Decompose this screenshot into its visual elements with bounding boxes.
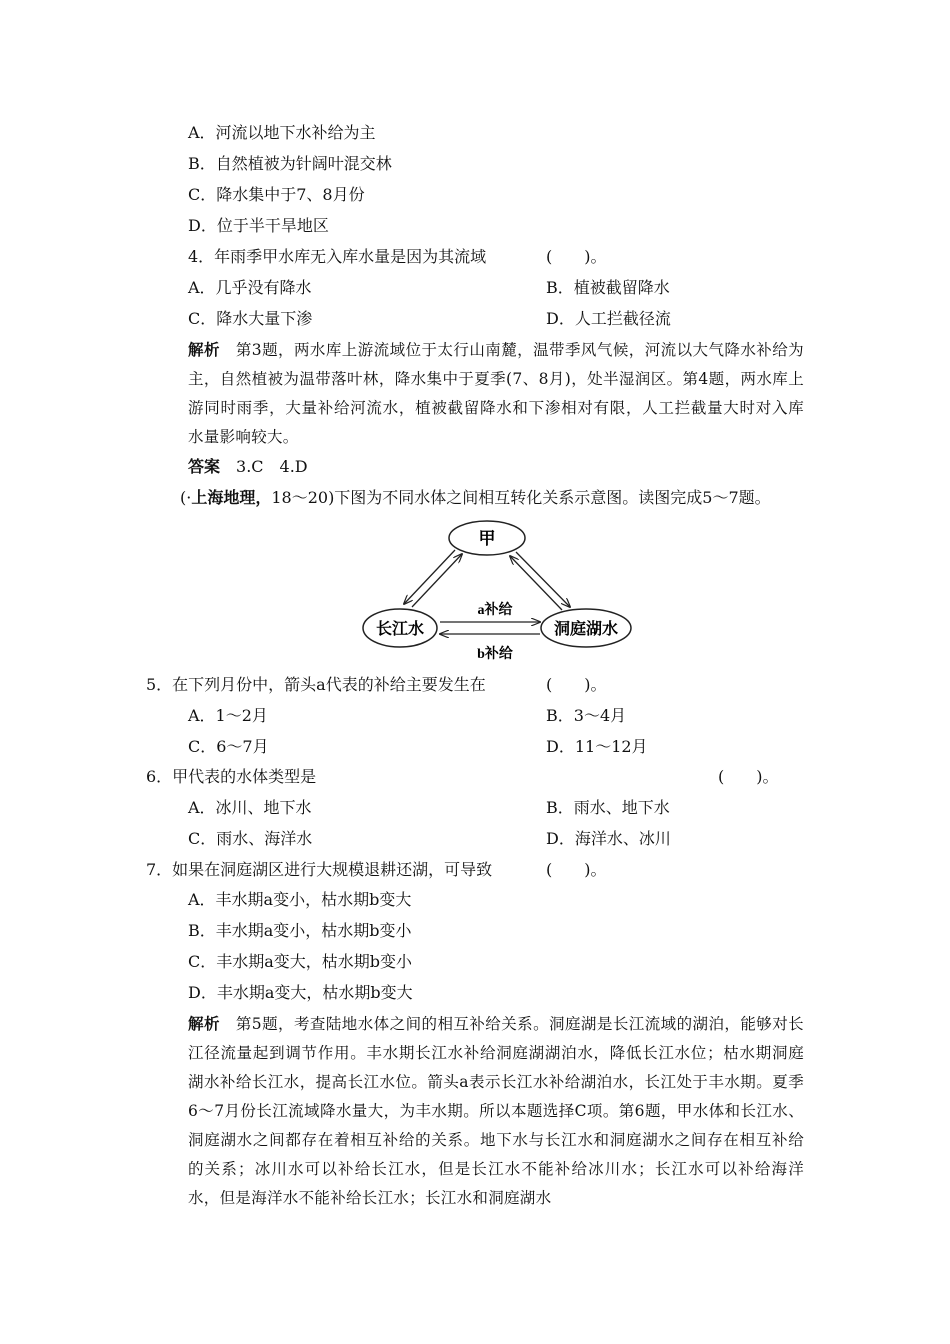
analysis-3-4 (188, 336, 804, 452)
q4-option-d: D．人工拦截径流 (546, 309, 671, 328)
node-changjiang-label: 长江水 (375, 621, 425, 638)
q3-option-a: A．河流以地下水补给为主 (188, 123, 376, 142)
answer-label: 答案 (188, 459, 221, 476)
arrow-dongting-to-jia (510, 556, 562, 610)
analysis-text: 第3题，两水库上游流域位于太行山南麓，温带季风气候，河流以大气降水补给为主，自然植被为温带落叶林，降水集中于夏季(7、8月)，处半湿润区。第4题，两水库上游同时雨季，大量补给河流水，植被截留降水和下渗相对有限，人工拦截量大时对入库水量影响较大。 (188, 341, 804, 446)
q7-option-c: C．丰水期a变大，枯水期b变小 (188, 952, 413, 971)
q6-option-c: C．雨水、海洋水 (188, 829, 313, 848)
q5-option-c: C．6～7月 (188, 737, 269, 756)
q7-stem: 7．如果在洞庭湖区进行大规模退耕还湖，可导致 (146, 860, 493, 879)
q7-option-b: B．丰水期a变小，枯水期b变小 (188, 921, 412, 940)
q7-option-a: A．丰水期a变小，枯水期b变大 (188, 890, 412, 909)
source-line (180, 488, 771, 509)
q6-answer-paren: ( )。 (718, 767, 779, 786)
node-jia-label: 甲 (478, 529, 496, 548)
q5-answer-paren: ( )。 (546, 675, 607, 694)
q6-option-b: B．雨水、地下水 (546, 798, 670, 817)
q4-option-c: C．降水大量下渗 (188, 309, 313, 328)
q6-stem: 6．甲代表的水体类型是 (146, 767, 317, 786)
answer-text: 3.C 4.D (236, 457, 308, 476)
water-cycle-diagram (360, 518, 640, 668)
arrow-b-label: b补给 (477, 647, 513, 662)
q3-option-b: B．自然植被为针阔叶混交林 (188, 154, 392, 173)
q7-option-d: D．丰水期a变大，枯水期b变大 (188, 983, 413, 1002)
q5-option-b: B．3～4月 (546, 706, 627, 725)
q5-option-a: A．1～2月 (188, 706, 268, 725)
source-open: (· (180, 488, 192, 507)
answer-line (188, 457, 308, 478)
node-dongting-label: 洞庭湖水 (553, 621, 619, 638)
arrow-changjiang-to-jia (412, 554, 462, 607)
source-bold: 上海地理， (191, 490, 272, 507)
q3-option-d: D．位于半干旱地区 (188, 216, 329, 235)
q6-option-d: D．海洋水、冰川 (546, 829, 671, 848)
analysis-label: 解析 (188, 342, 220, 359)
q4-option-a: A．几乎没有降水 (188, 278, 312, 297)
q4-stem: 4．年雨季甲水库无入库水量是因为其流域 (188, 247, 487, 266)
analysis2-label: 解析 (188, 1016, 220, 1033)
arrow-jia-to-changjiang (404, 550, 455, 604)
source-rest: 18～20)下图为不同水体之间相互转化关系示意图。读图完成5～7题。 (271, 488, 771, 507)
q7-answer-paren: ( )。 (546, 860, 607, 879)
arrow-a-label: a补给 (477, 603, 513, 618)
q6-option-a: A．冰川、地下水 (188, 798, 312, 817)
arrow-jia-to-dongting (516, 552, 570, 607)
q5-stem: 5．在下列月份中，箭头a代表的补给主要发生在 (146, 675, 486, 694)
q4-option-b: B．植被截留降水 (546, 278, 670, 297)
analysis-5-7 (188, 1010, 804, 1213)
q3-option-c: C．降水集中于7、8月份 (188, 185, 365, 204)
q5-option-d: D．11～12月 (546, 737, 648, 756)
q4-answer-paren: ( )。 (546, 247, 607, 266)
analysis2-text: 第5题，考查陆地水体之间的相互补给关系。洞庭湖是长江流域的湖泊，能够对长江径流量起到调节作用。丰水期长江水补给洞庭湖湖泊水，降低长江水位；枯水期洞庭湖水补给长江水，提高长江水位。箭头a表示长江水补给湖泊水，长江处于丰水期。夏季6～7月份长江流域降水量大，为丰水期。所以本题选择C项。第6题，甲水体和长江水、洞庭湖水之间都存在着相互补给的关系。地下水与长江水和洞庭湖水之间存在相互补给的关系；冰川水可以补给长江水，但是长江水不能补给冰川水；长江水可以补给海洋水，但是海洋水不能补给长江水；长江水和洞庭湖水 (188, 1015, 804, 1207)
